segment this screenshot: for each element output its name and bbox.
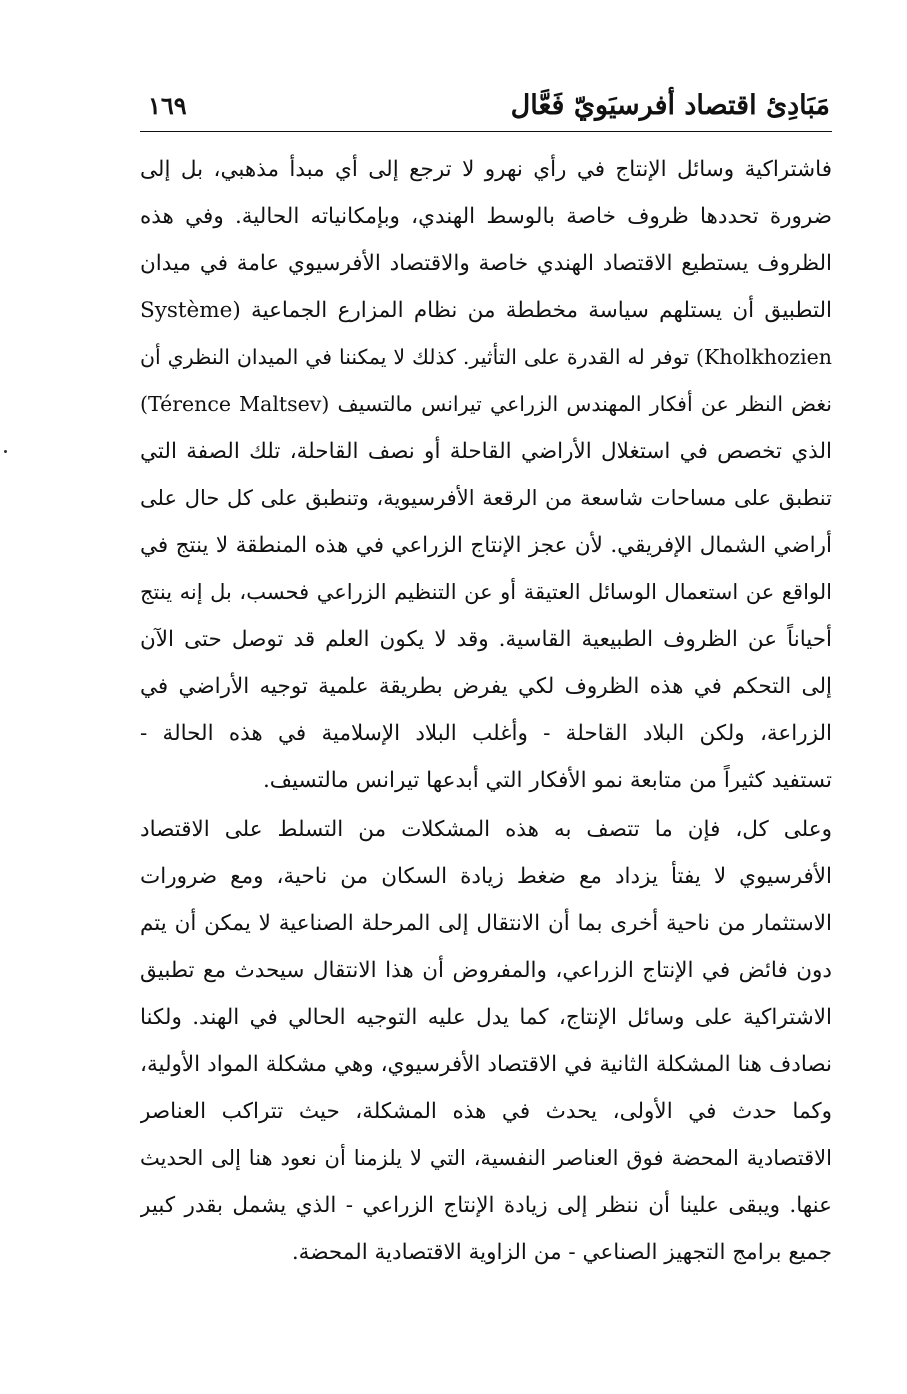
text-line: دون فائض في الإنتاج الزراعي، والمفروض أن هذا الانتقال سيحدث مع تطبيق (140, 958, 832, 983)
text-line: وكما حدث في الأولى، يحدث في هذه المشكلة، حيث تتراكب العناصر (140, 1099, 832, 1124)
text-line: الاقتصادية المحضة فوق العناصر النفسية، التي لا يلزمنا أن نعود هنا إلى الحديث (140, 1146, 832, 1170)
text-line: نصادف هنا المشكلة الثانية في الاقتصاد الأفرسيوي، وهي مشكلة المواد الأولية، (140, 1052, 832, 1077)
text-line: تنطبق على مساحات شاسعة من الرقعة الأفرسيوية، وتنطبق على كل حال على (140, 486, 832, 510)
text-line: الأفرسيوي لا يفتأ يزداد مع ضغط زيادة السكان من ناحية، ومع ضرورات (140, 864, 832, 889)
scan-speck (4, 450, 7, 453)
text-line: الزراعة، ولكن البلاد القاحلة - وأغلب البلاد الإسلامية في هذه الحالة - (140, 721, 832, 746)
paragraph-1 (140, 146, 832, 804)
text-line: عنها. ويبقى علينا أن ننظر إلى زيادة الإنتاج الزراعي - الذي يشمل بقدر كبير (140, 1193, 832, 1218)
text-line: الذي تخصص في استغلال الأراضي القاحلة أو نصف القاحلة، تلك الصفة التي (140, 439, 832, 464)
paragraph-2 (140, 806, 832, 1276)
page-number: ١٦٩ (148, 91, 187, 120)
text-line: أحياناً عن الظروف الطبيعية القاسية. وقد لا يكون العلم قد توصل حتى الآن (140, 627, 832, 652)
text-line: جميع برامج التجهيز الصناعي - من الزاوية الاقتصادية المحضة. (291, 1240, 832, 1265)
text-line: فاشتراكية وسائل الإنتاج في رأي نهرو لا ترجع إلى أي مبدأ مذهبي، بل إلى (140, 157, 832, 182)
text-line: الظروف يستطيع الاقتصاد الهندي خاصة والاقتصاد الأفرسيوي عامة في ميدان (140, 251, 832, 276)
running-title: مَبَادِئ اقتصاد أفرسيَويّ فَعَّال (510, 90, 830, 121)
text-line: الاشتراكية على وسائل الإنتاج، كما يدل عليه التوجيه الحالي في الهند. ولكنا (140, 1005, 832, 1030)
text-line: التطبيق أن يستلهم سياسة مخططة من نظام المزارع الجماعية (Système (140, 298, 832, 323)
header-divider (140, 131, 832, 132)
text-line: الاستثمار من ناحية أخرى بما أن الانتقال إلى المرحلة الصناعية لا يمكن أن يتم (140, 911, 832, 936)
text-line: إلى التحكم في هذه الظروف لكي يفرض بطريقة علمية توجيه الأراضي في (140, 674, 832, 699)
text-line: نغض النظر عن أفكار المهندس الزراعي تيرانس مالتسيف (Térence Maltsev) (140, 392, 832, 416)
text-line: Kholkhozien) توفر له القدرة على التأثير. كذلك لا يمكننا في الميدان النظري أن (140, 345, 832, 369)
text-line: تستفيد كثيراً من متابعة نمو الأفكار التي أبدعها تيرانس مالتسيف. (262, 768, 832, 793)
text-line: وعلى كل، فإن ما تتصف به هذه المشكلات من التسلط على الاقتصاد (140, 817, 832, 842)
text-line: أراضي الشمال الإفريقي. لأن عجز الإنتاج الزراعي في هذه المنطقة لا ينتج في (140, 533, 832, 558)
text-line: الواقع عن استعمال الوسائل العتيقة أو عن التنظيم الزراعي فحسب، بل إنه ينتج (140, 580, 832, 604)
page-header (140, 86, 830, 126)
text-line: ضرورة تحددها ظروف خاصة بالوسط الهندي، وبإمكانياته الحالية. وفي هذه (140, 204, 832, 229)
